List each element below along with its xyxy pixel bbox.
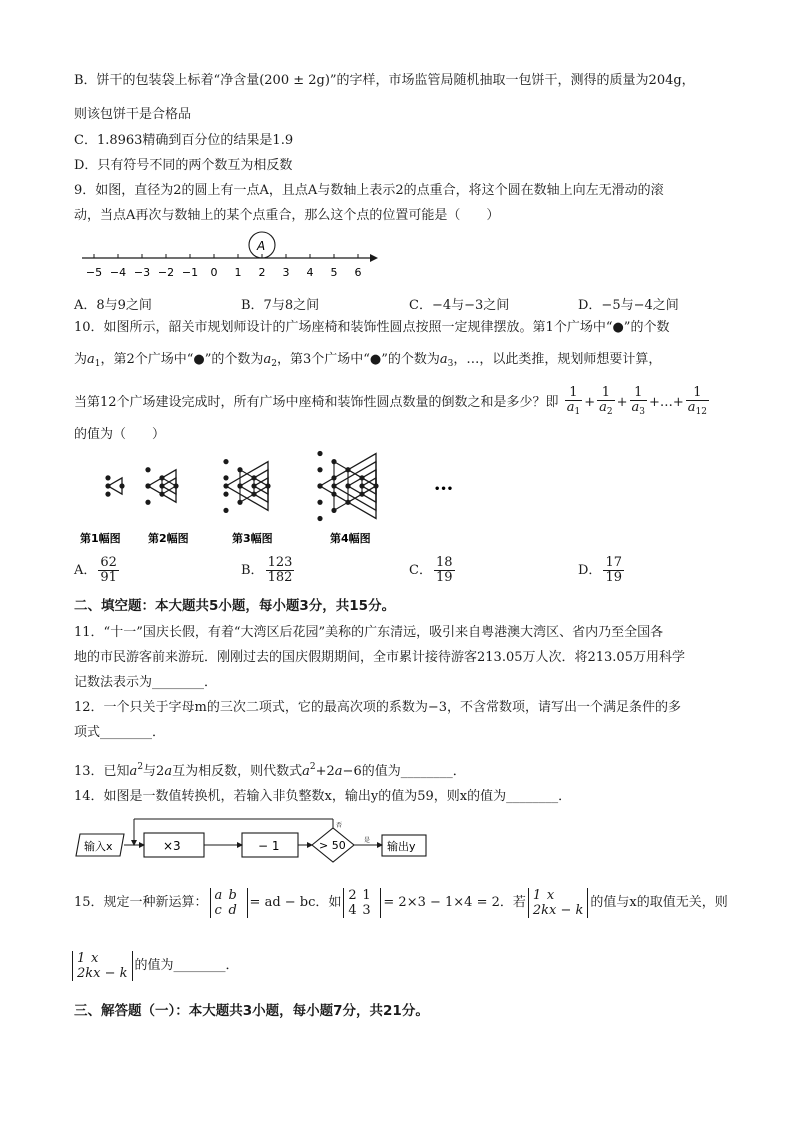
pattern-dot — [223, 483, 228, 488]
pattern-dot — [359, 475, 364, 480]
q10-option-c: C． $\frac{18}{19}$ — [409, 555, 453, 585]
number-line-tick-label: 5 — [330, 266, 338, 279]
pattern-dot — [373, 483, 378, 488]
svg-text:> 50: > 50 — [319, 839, 346, 852]
q10-stem-line3: 当第12个广场建设完成时，所有广场中座椅和装饰性圆点数量的倒数之和是多少？即 $\frac{1}{a_1}$ + $\frac{1}{a_2}$ + $\frac{1}{a_3}$ +…+ $\frac{1}{a_{12}}$ — [74, 385, 708, 417]
pattern-dot — [317, 451, 322, 456]
pattern-dot — [145, 500, 150, 505]
number-line-tick-label: −3 — [133, 266, 151, 279]
pattern-dot — [345, 483, 350, 488]
pattern-dot — [345, 500, 350, 505]
q8-option-c: C．1.8963精确到百分位的结果是1.9 — [74, 133, 294, 148]
q12-line2: 项式________． — [74, 725, 166, 740]
pattern-dot — [251, 492, 256, 497]
pattern-dot — [223, 475, 228, 480]
pattern-dot — [265, 483, 270, 488]
pattern-dot — [237, 467, 242, 472]
pattern-dot — [223, 508, 228, 513]
pattern-dot — [105, 475, 110, 480]
pattern-dot — [359, 492, 364, 497]
fig-label-1: 第1幅图 — [80, 532, 121, 545]
q10-stem-line4: 的值为（ ） — [74, 427, 166, 442]
q12-line1: 12．一个只关于字母m的三次二项式，它的最高次项的系数为−3，不含常数项，请写出一个满足条件的多 — [74, 700, 682, 715]
number-line-tick-label: 1 — [234, 266, 242, 279]
pattern-dot — [237, 483, 242, 488]
pattern-dot — [119, 483, 124, 488]
q15-line2: 1 x 2kx − k 的值为________． — [70, 947, 239, 985]
no-branch-label: 否 — [336, 822, 343, 829]
pattern-dot — [331, 492, 336, 497]
number-line-tick-label: −4 — [109, 266, 127, 279]
pattern-dot — [331, 459, 336, 464]
number-line-tick-label: 3 — [282, 266, 290, 279]
point-a-label: A — [257, 239, 266, 253]
number-line-tick-label: −1 — [181, 266, 199, 279]
q9-option-b: B．7与8之间 — [241, 298, 320, 313]
pattern-dot — [145, 483, 150, 488]
q9-stem-line2: 动，当点A再次与数轴上的某个点重合，那么这个点的位置可能是（ ） — [74, 208, 500, 223]
pattern-dot — [237, 500, 242, 505]
pattern-dot — [105, 483, 110, 488]
q13-line: 13．已知$a^2$与2a互为相反数，则代数式$a^2+2a-6$的值为________． — [74, 762, 466, 779]
q10-option-b: B． $\frac{123}{182}$ — [241, 555, 293, 585]
pattern-dot — [145, 467, 150, 472]
pattern-dot — [223, 459, 228, 464]
q9-option-d: D．−5与−4之间 — [578, 298, 679, 313]
pattern-dot — [317, 467, 322, 472]
q8-option-b-line1: B．饼干的包装袋上标着“净含量(200 ± 2g)”的字样，市场监管局随机抽取一包饼干，测得的质量为204g， — [74, 73, 695, 88]
section-3-heading: 三、解答题（一）：本大题共3小题，每小题7分，共21分。 — [74, 1003, 429, 1019]
q14-line: 14．如图是一数值转换机，若输入非负整数x，输出y的值为59，则x的值为________． — [74, 789, 572, 804]
q10-option-a: A． $\frac{62}{91}$ — [74, 555, 117, 585]
q9-option-c: C．−4与−3之间 — [409, 298, 510, 313]
q11-line3: 记数法表示为________． — [74, 675, 218, 690]
pattern-dot — [331, 483, 336, 488]
section-2-heading: 二、填空题：本大题共5小题，每小题3分，共15分。 — [74, 598, 396, 614]
q11-line1: 11．“十一”国庆长假，有着“大湾区后花园”美称的广东清远，吸引来自粤港澳大湾区、省内乃至全国各 — [74, 625, 664, 640]
pattern-dot — [159, 492, 164, 497]
pattern-dot — [105, 492, 110, 497]
svg-text:×3: ×3 — [163, 839, 181, 853]
yes-branch-label: 是 — [364, 837, 371, 844]
q15-line1: 15．规定一种新运算： a b c d = ad − bc．如 2 1 4 3 = 2×3 − 1×4 = 2．若 1 x 2kx − k 的值与x的取值无关，则 — [74, 887, 728, 918]
number-line-tick-label: −5 — [85, 266, 103, 279]
number-line-tick-label: −2 — [157, 266, 175, 279]
number-line-figure — [78, 226, 398, 286]
svg-text:输出y: 输出y — [387, 840, 416, 853]
pattern-dot — [317, 516, 322, 521]
pattern-dot — [251, 483, 256, 488]
number-line-tick-label: 2 — [258, 266, 266, 279]
pattern-dot — [159, 475, 164, 480]
pattern-dot — [345, 467, 350, 472]
pattern-dot — [317, 500, 322, 505]
q8-option-d: D．只有符号不同的两个数互为相反数 — [74, 158, 293, 173]
q9-option-a: A．8与9之间 — [74, 298, 152, 313]
dot-pattern-figure — [76, 450, 466, 550]
dot-pattern-ellipsis: ••• — [434, 484, 454, 495]
pattern-dot — [223, 492, 228, 497]
q10-stem-line1: 10．如图所示，韶关市规划师设计的广场座椅和装饰性圆点按照一定规律摆放。第1个广场中“●”的个数 — [74, 320, 670, 335]
q10-stem-line2: 为$a_1$，第2个广场中“●”的个数为$a_2$，第3个广场中“●”的个数为$a_3$，…，以此类推，规划师想要计算， — [74, 352, 662, 369]
number-line-tick-label: 6 — [354, 266, 362, 279]
number-line-tick-label: 4 — [306, 266, 314, 279]
svg-text:输入x: 输入x — [84, 840, 113, 853]
pattern-dot — [359, 483, 364, 488]
q10-option-d: D． $\frac{17}{19}$ — [578, 555, 622, 585]
q11-line2: 地的市民游客前来游玩．刚刚过去的国庆假期期间，全市累计接待游客213.05万人次．将213.05万用科学 — [74, 650, 685, 665]
pattern-dot — [173, 483, 178, 488]
pattern-dot — [331, 475, 336, 480]
pattern-dot — [251, 475, 256, 480]
svg-text:− 1: − 1 — [258, 839, 280, 853]
number-line-arrow — [370, 254, 378, 262]
q9-stem-line1: 9．如图，直径为2的圆上有一点A，且点A与数轴上表示2的点重合，将这个圆在数轴上向左无滑动的滚 — [74, 183, 664, 198]
fig-label-2: 第2幅图 — [148, 532, 189, 545]
q8-option-b-line2: 则该包饼干是合格品 — [74, 107, 192, 122]
fig-label-4: 第4幅图 — [330, 532, 371, 545]
number-line-tick-label: 0 — [210, 266, 218, 279]
pattern-dot — [331, 508, 336, 513]
fig-label-3: 第3幅图 — [232, 532, 273, 545]
pattern-dot — [159, 483, 164, 488]
pattern-dot — [317, 483, 322, 488]
conversion-machine-figure — [74, 815, 434, 875]
